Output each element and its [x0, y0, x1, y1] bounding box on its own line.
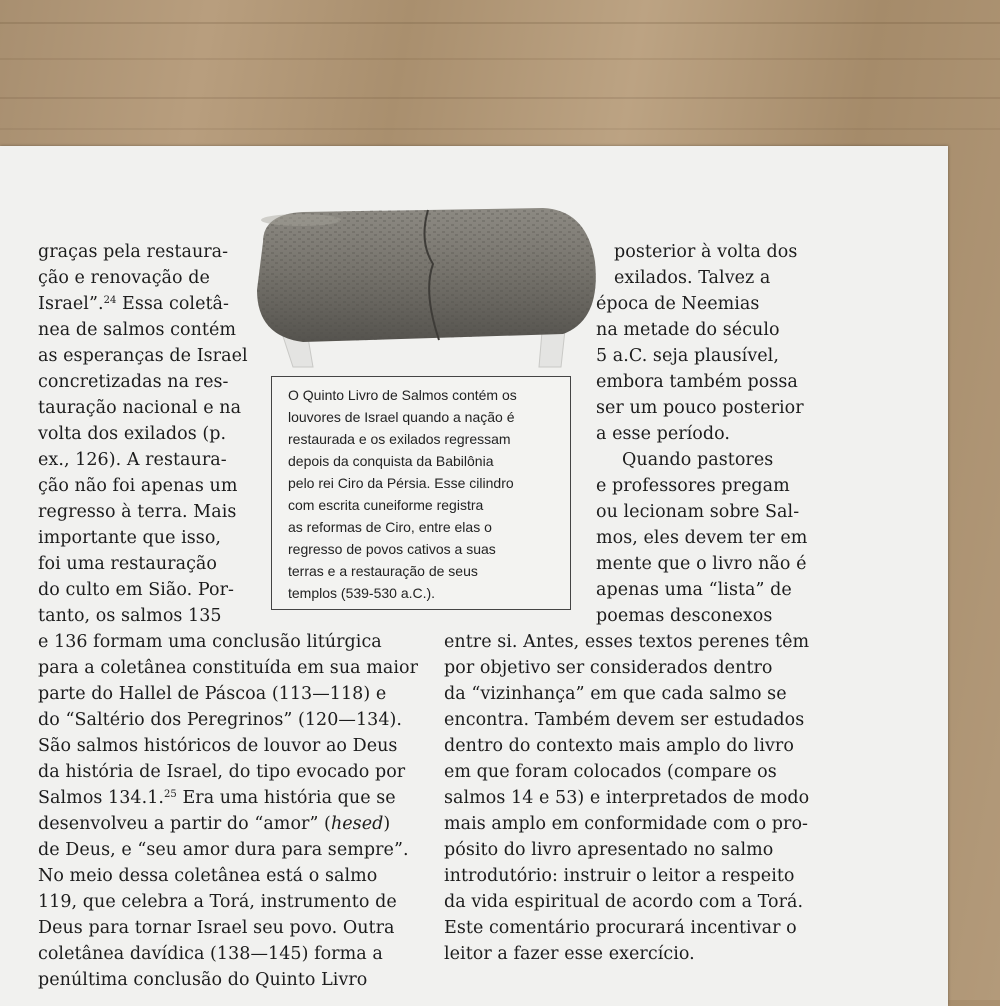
cylinder-illustration [243, 202, 607, 374]
caption-line: restaurada e os exilados regressam [288, 431, 511, 447]
text-line: ção e renovação de [38, 268, 210, 288]
text-line: penúltima conclusão do Quinto Livro [38, 970, 368, 990]
text-line: Deus para tornar Israel seu povo. Outra [38, 918, 395, 938]
caption-line: terras e a restauração de seus [288, 563, 478, 579]
text-line: volta dos exilados (p. [38, 424, 227, 444]
text-line: poemas desconexos [596, 606, 773, 626]
text-line: salmos 14 e 53) e interpretados de modo [444, 788, 810, 808]
caption-line: regresso de povos cativos a suas [288, 541, 496, 557]
caption-line: louvores de Israel quando a nação é [288, 409, 515, 425]
caption-line: O Quinto Livro de Salmos contém os [288, 387, 517, 403]
text-line: por objetivo ser considerados dentro [444, 658, 773, 678]
text-fragment: ) [383, 814, 391, 834]
text-line: da vida espiritual de acordo com a Torá. [444, 892, 804, 912]
text-line: do culto em Sião. Por- [38, 580, 234, 600]
text-line: Quando pastores [622, 450, 774, 470]
text-line: da “vizinhança” em que cada salmo se [444, 684, 787, 704]
text-line: mente que o livro não é [596, 554, 807, 574]
text-line: ou lecionam sobre Sal- [596, 502, 800, 522]
footnote-ref: 24 [103, 295, 117, 306]
text-line: tauração nacional e na [38, 398, 242, 418]
text-line: ser um pouco posterior [596, 398, 804, 418]
text-line: apenas uma “lista” de [596, 580, 792, 600]
wood-grain [0, 58, 1000, 60]
text-line: No meio dessa coletânea está o salmo [38, 866, 378, 886]
text-line: tanto, os salmos 135 [38, 606, 222, 626]
text-line: dentro do contexto mais amplo do livro [444, 736, 794, 756]
text-fragment: Era uma história que se [176, 788, 396, 808]
caption-line: as reformas de Ciro, entre elas o [288, 519, 492, 535]
text-line: São salmos históricos de louvor ao Deus [38, 736, 398, 756]
text-line: posterior à volta dos [614, 242, 798, 262]
text-line: parte do Hallel de Páscoa (113—118) e [38, 684, 387, 704]
text-line [38, 294, 229, 314]
text-line: e professores pregam [596, 476, 790, 496]
caption-line: pelo rei Ciro da Pérsia. Esse cilindro [288, 475, 514, 491]
text-line: leitor a fazer esse exercício. [444, 944, 695, 964]
text-line: 5 a.C. seja plausível, [596, 346, 779, 366]
text-line: época de Neemias [596, 294, 760, 314]
text-line: encontra. Também devem ser estudados [444, 710, 805, 730]
caption-line: templos (539-530 a.C.). [288, 585, 436, 601]
wood-grain [0, 22, 1000, 24]
text-line [38, 788, 396, 808]
text-line: 119, que celebra a Torá, instrumento de [38, 892, 397, 912]
text-line: ex., 126). A restaura- [38, 450, 227, 470]
text-line: entre si. Antes, esses textos perenes têm [444, 632, 810, 652]
text-line: introdutório: instruir o leitor a respeito [444, 866, 795, 886]
text-line: regresso à terra. Mais [38, 502, 237, 522]
caption-line: com escrita cuneiforme registra [288, 497, 484, 513]
text-line: graças pela restaura- [38, 242, 229, 262]
text-line: concretizadas na res- [38, 372, 229, 392]
text-line: nea de salmos contém [38, 320, 237, 340]
hesed-term: hesed [330, 814, 384, 834]
text-fragment: desenvolveu a partir do “amor” ( [38, 814, 331, 834]
text-line [38, 814, 390, 834]
text-fragment: Salmos 134.1. [38, 788, 165, 808]
text-line: as esperanças de Israel [38, 346, 248, 366]
wood-grain [0, 97, 1000, 99]
text-line: em que foram colocados (compare os [444, 762, 777, 782]
text-fragment: Essa coletâ- [116, 294, 230, 314]
caption-line: depois da conquista da Babilônia [288, 453, 494, 469]
text-line: na metade do século [596, 320, 780, 340]
text-line: a esse período. [596, 424, 731, 444]
text-line: e 136 formam uma conclusão litúrgica [38, 632, 382, 652]
text-line: mais amplo em conformidade com o pro- [444, 814, 809, 834]
text-line: mos, eles devem ter em [596, 528, 808, 548]
text-fragment: Israel”. [38, 294, 104, 314]
text-line: do “Saltério dos Peregrinos” (120—134). [38, 710, 402, 730]
text-line: embora também possa [596, 372, 798, 392]
text-line: foi uma restauração [38, 554, 217, 574]
text-line: importante que isso, [38, 528, 222, 548]
text-line: de Deus, e “seu amor dura para sempre”. [38, 840, 409, 860]
text-line: ção não foi apenas um [38, 476, 238, 496]
text-line: Este comentário procurará incentivar o [444, 918, 797, 938]
cyrus-cylinder-photo [243, 202, 607, 374]
text-line: da história de Israel, do tipo evocado por [38, 762, 406, 782]
text-line: para a coletânea constituída em sua maior [38, 658, 419, 678]
text-line: exilados. Talvez a [614, 268, 771, 288]
footnote-ref: 25 [164, 789, 177, 800]
wood-grain [0, 128, 1000, 130]
text-line: pósito do livro apresentado no salmo [444, 840, 774, 860]
text-line: coletânea davídica (138—145) forma a [38, 944, 383, 964]
